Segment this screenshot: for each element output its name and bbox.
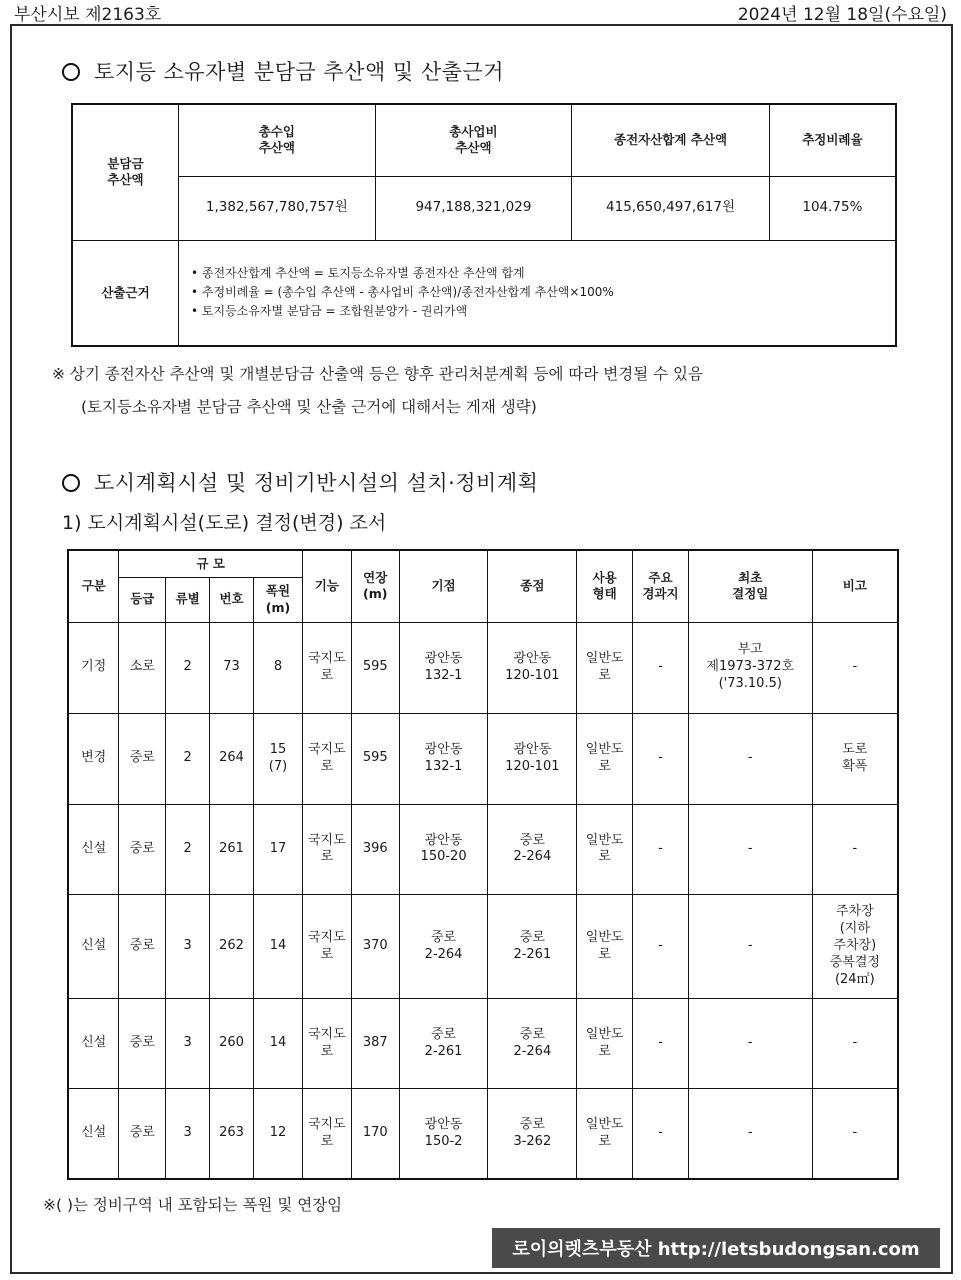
cell-number: 262 [210, 894, 254, 998]
cell-length: 370 [351, 894, 399, 998]
cell-main-route: - [633, 999, 689, 1089]
value-total-cost: 947,188,321,029 [375, 176, 572, 240]
table-row [68, 713, 898, 804]
row-label-estimate: 분담금 추산액 [72, 104, 179, 240]
cell-main-route: - [633, 1089, 689, 1179]
gazette-date: 2024년 12월 18일(수요일) [737, 5, 947, 25]
cell-start: 중로 2-261 [399, 999, 488, 1089]
cell-remarks: - [812, 622, 898, 713]
header-total-revenue: 총수입 추산액 [179, 104, 376, 176]
cell-gubun: 신설 [68, 804, 119, 894]
cell-number: 263 [210, 1089, 254, 1179]
cell-remarks: 도로 확폭 [812, 713, 898, 804]
table-row [68, 804, 898, 894]
cell-first-decision: - [688, 804, 812, 894]
cell-number: 261 [210, 804, 254, 894]
basis-line: • 토지등소유자별 분담금 = 조합원분양가 - 권리가액 [191, 304, 468, 319]
cell-end: 중로 2-264 [488, 999, 577, 1089]
header-start: 기점 [399, 550, 488, 622]
cell-width: 12 [254, 1089, 303, 1179]
cell-function: 국지도 로 [302, 894, 351, 998]
header-function: 기능 [302, 550, 351, 622]
cell-remarks: 주차장 (지하 주차장) 중복결정 (24㎡) [812, 894, 898, 998]
value-prior-assets: 415,650,497,617원 [572, 176, 770, 240]
header-ratio: 추정비례율 [769, 104, 896, 176]
header-prior-assets: 종전자산합계 추산액 [572, 104, 770, 176]
section2-title [62, 467, 538, 497]
value-ratio: 104.75% [769, 176, 896, 240]
cell-number: 73 [210, 622, 254, 713]
header-grade: 등급 [119, 577, 166, 622]
cell-grade: 중로 [119, 713, 166, 804]
cell-number: 260 [210, 999, 254, 1089]
table-row [68, 622, 898, 713]
header-width: 폭원 (m) [254, 577, 303, 622]
header-remarks: 비고 [812, 550, 898, 622]
cell-end: 광안동 120-101 [488, 622, 577, 713]
cell-start: 광안동 150-2 [399, 1089, 488, 1179]
cell-remarks: - [812, 1089, 898, 1179]
cell-type: 3 [166, 894, 210, 998]
cell-main-route: - [633, 713, 689, 804]
section1-title [62, 56, 504, 86]
cell-function: 국지도 로 [302, 622, 351, 713]
gazette-issue: 부산시보 제2163호 [14, 5, 162, 25]
section2-title-text: 도시계획시설 및 정비기반시설의 설치·정비계획 [94, 471, 539, 495]
cell-width: 14 [254, 999, 303, 1089]
cell-width: 17 [254, 804, 303, 894]
value-total-revenue: 1,382,567,780,757원 [179, 176, 376, 240]
cell-end: 중로 2-264 [488, 804, 577, 894]
cell-end: 광안동 120-101 [488, 713, 577, 804]
basis-line: • 추정비례율 = (총수입 추산액 - 총사업비 추산액)/종전자산합계 추산액×100% [191, 285, 614, 300]
cell-function: 국지도 로 [302, 1089, 351, 1179]
header-gubun: 구분 [68, 550, 119, 622]
cell-start: 광안동 150-20 [399, 804, 488, 894]
cell-gubun: 신설 [68, 1089, 119, 1179]
header-first-decision: 최초 결정일 [688, 550, 812, 622]
section2-footnote: ※( )는 정비구역 내 포함되는 폭원 및 연장임 [43, 1196, 343, 1214]
watermark-banner: 로이의렛츠부동산 http://letsbudongsan.com [492, 1228, 940, 1268]
cell-grade: 중로 [119, 804, 166, 894]
cell-start: 광안동 132-1 [399, 713, 488, 804]
cell-length: 396 [351, 804, 399, 894]
cell-usage: 일반도 로 [577, 622, 633, 713]
road-decision-table [67, 549, 899, 1180]
cell-function: 국지도 로 [302, 804, 351, 894]
cell-first-decision: - [688, 999, 812, 1089]
cell-first-decision: 부고 제1973-372호 ('73.10.5) [688, 622, 812, 713]
cell-usage: 일반도 로 [577, 713, 633, 804]
cell-first-decision: - [688, 894, 812, 998]
cell-length: 595 [351, 713, 399, 804]
cell-main-route: - [633, 894, 689, 998]
cell-usage: 일반도 로 [577, 894, 633, 998]
cell-grade: 소로 [119, 622, 166, 713]
header-total-cost: 총사업비 추산액 [375, 104, 572, 176]
row-label-basis: 산출근거 [72, 240, 179, 346]
cell-function: 국지도 로 [302, 999, 351, 1089]
basis-line: • 종전자산합계 추산액 = 토지등소유자별 종전자산 추산액 합계 [191, 265, 525, 280]
cell-type: 2 [166, 804, 210, 894]
cell-usage: 일반도 로 [577, 804, 633, 894]
header-usage: 사용 형태 [577, 550, 633, 622]
section2-subtitle: 1) 도시계획시설(도로) 결정(변경) 조서 [62, 512, 387, 534]
section1-note: ※ 상기 종전자산 추산액 및 개별분담금 산출액 등은 향후 관리처분계획 등에 따라 변경될 수 있음 [52, 365, 703, 383]
header-number: 번호 [210, 577, 254, 622]
cell-type: 2 [166, 713, 210, 804]
header-scale: 규 모 [119, 550, 303, 577]
table-row [68, 1089, 898, 1179]
cell-number: 264 [210, 713, 254, 804]
cell-first-decision: - [688, 713, 812, 804]
header-type: 류별 [166, 577, 210, 622]
cell-length: 595 [351, 622, 399, 713]
section1-note-2: (토지등소유자별 분담금 추산액 및 산출 근거에 대해서는 게재 생략) [81, 398, 537, 416]
header-end: 종점 [488, 550, 577, 622]
circle-bullet-icon [62, 63, 80, 81]
cell-grade: 중로 [119, 1089, 166, 1179]
cell-remarks: - [812, 804, 898, 894]
cell-type: 2 [166, 622, 210, 713]
cell-type: 3 [166, 999, 210, 1089]
cell-grade: 중로 [119, 999, 166, 1089]
cell-gubun: 신설 [68, 894, 119, 998]
basis-cell [179, 240, 896, 346]
cell-usage: 일반도 로 [577, 999, 633, 1089]
cell-length: 387 [351, 999, 399, 1089]
header-length: 연장 (m) [351, 550, 399, 622]
cell-gubun: 기정 [68, 622, 119, 713]
header-main-route: 주요 경과지 [633, 550, 689, 622]
cell-width: 14 [254, 894, 303, 998]
circle-bullet-icon [62, 474, 80, 492]
contribution-table [71, 103, 897, 347]
cell-remarks: - [812, 999, 898, 1089]
cell-start: 중로 2-264 [399, 894, 488, 998]
section1-title-text: 토지등 소유자별 분담금 추산액 및 산출근거 [94, 60, 505, 84]
table-row [68, 894, 898, 998]
cell-length: 170 [351, 1089, 399, 1179]
cell-first-decision: - [688, 1089, 812, 1179]
cell-width: 8 [254, 622, 303, 713]
cell-gubun: 신설 [68, 999, 119, 1089]
cell-type: 3 [166, 1089, 210, 1179]
cell-function: 국지도 로 [302, 713, 351, 804]
cell-usage: 일반도 로 [577, 1089, 633, 1179]
cell-grade: 중로 [119, 894, 166, 998]
cell-main-route: - [633, 622, 689, 713]
cell-start: 광안동 132-1 [399, 622, 488, 713]
cell-gubun: 변경 [68, 713, 119, 804]
cell-end: 중로 2-261 [488, 894, 577, 998]
cell-main-route: - [633, 804, 689, 894]
cell-end: 중로 3-262 [488, 1089, 577, 1179]
table-row [68, 999, 898, 1089]
cell-width: 15 (7) [254, 713, 303, 804]
